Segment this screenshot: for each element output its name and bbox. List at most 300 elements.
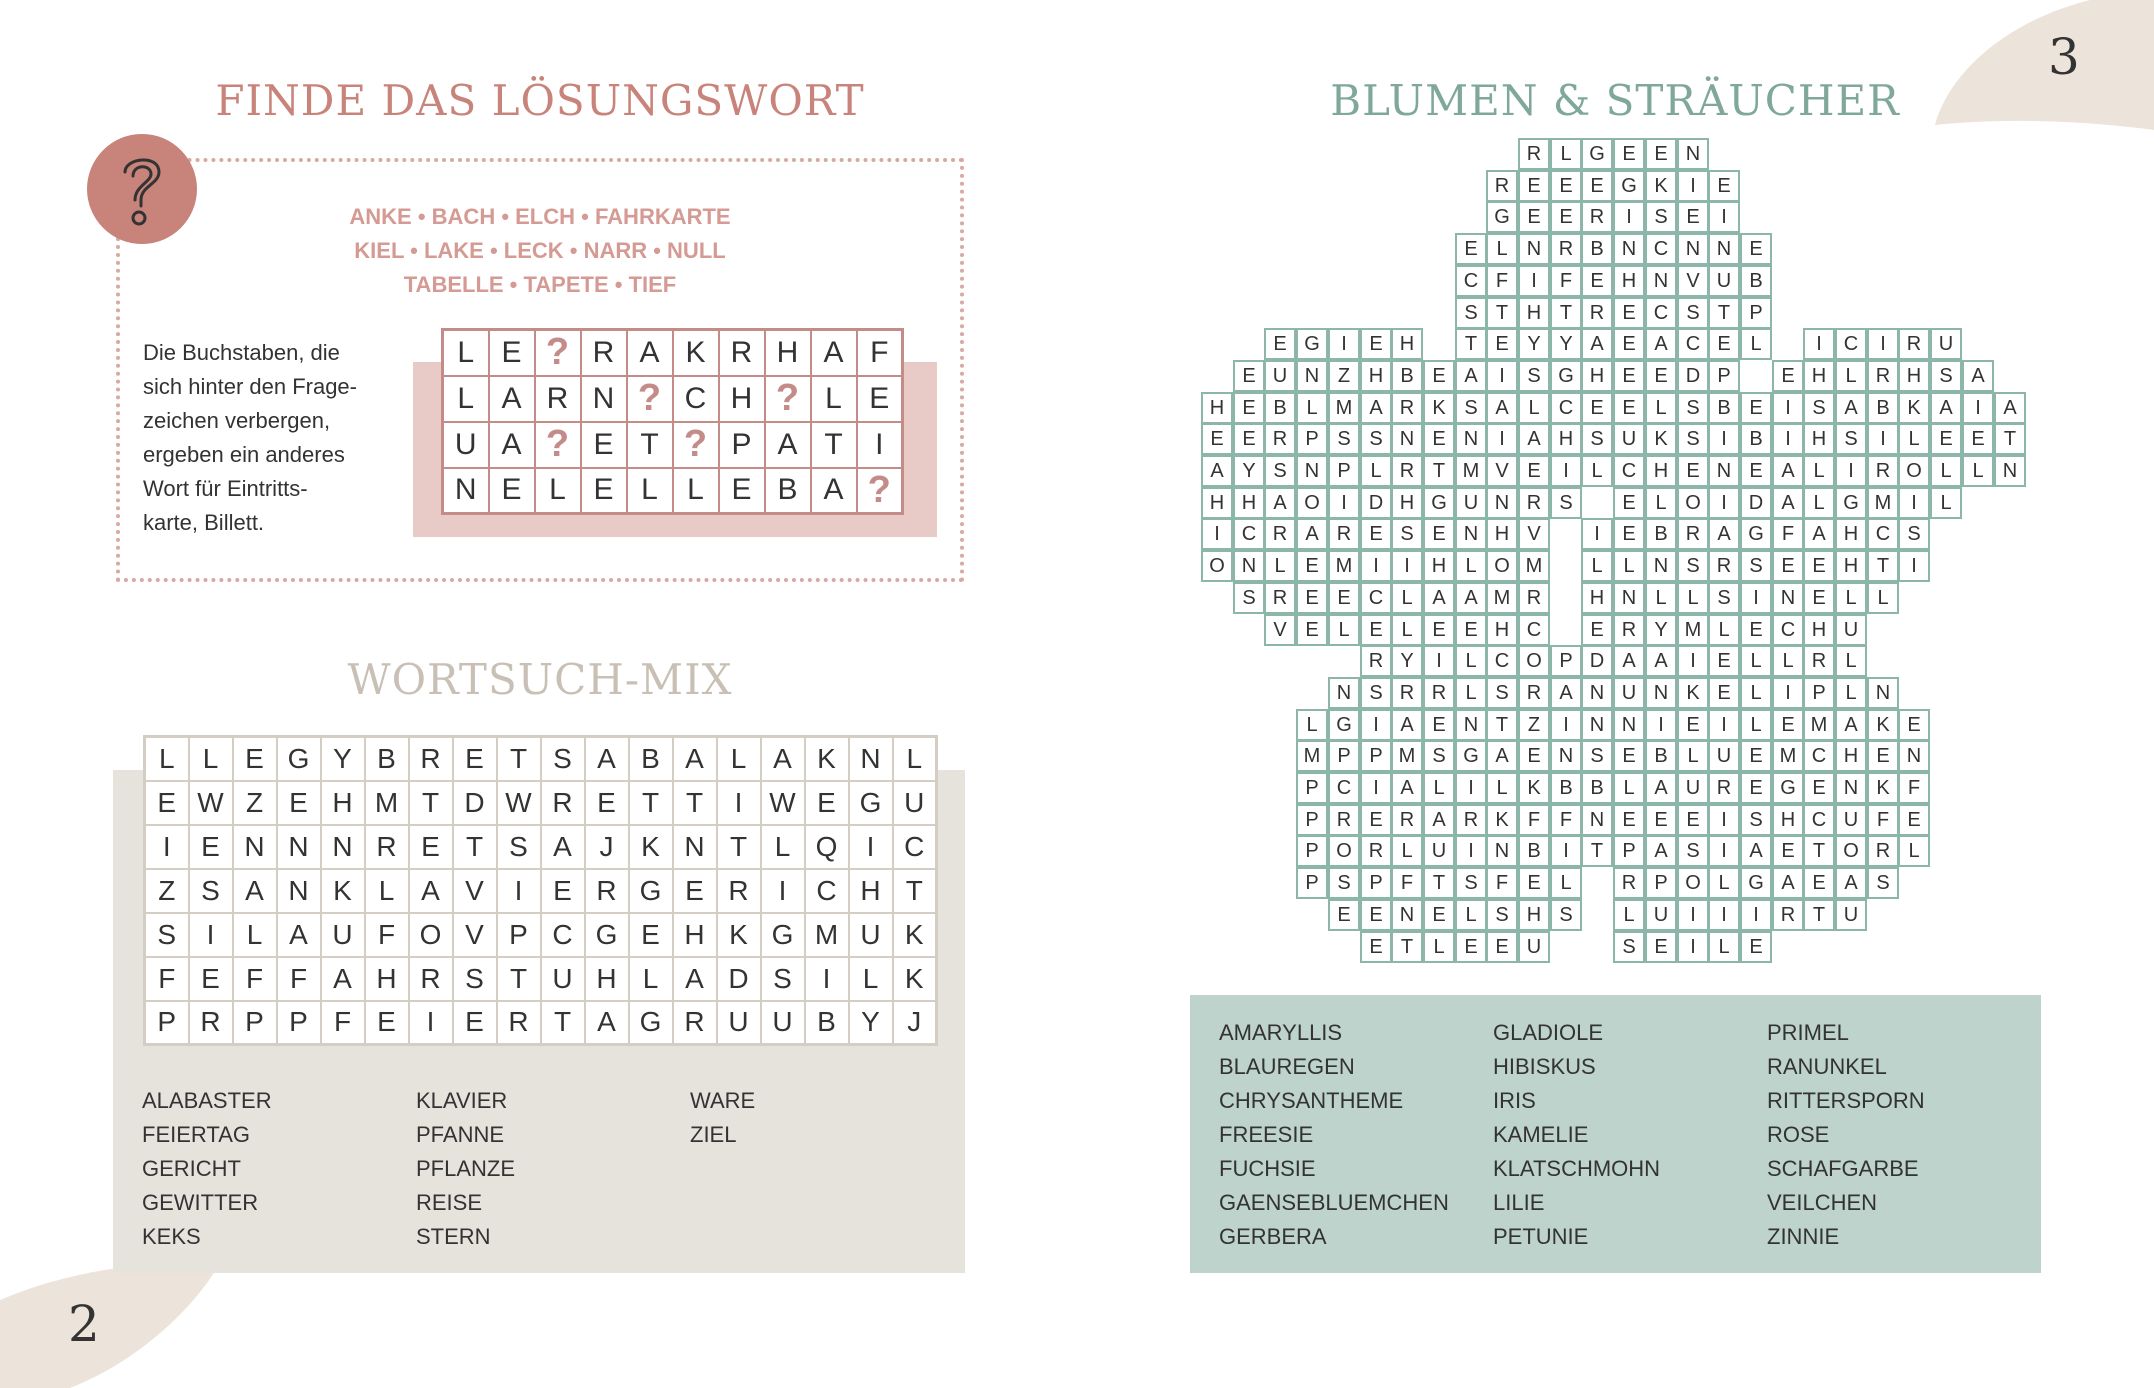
grid-cell: N	[321, 825, 365, 869]
flower-cell: F	[1772, 518, 1804, 550]
flower-cell: S	[1677, 550, 1709, 582]
flower-cell: N	[1296, 360, 1328, 392]
flower-cell: E	[1486, 328, 1518, 360]
flower-cell: I	[1360, 550, 1392, 582]
grid-cell: S	[497, 825, 541, 869]
grid-cell: K	[673, 330, 719, 376]
flower-cell: L	[1391, 614, 1423, 646]
grid-cell: A	[321, 957, 365, 1001]
flower-cell: I	[1708, 804, 1740, 836]
flower-cell: L	[1455, 550, 1487, 582]
word-item: PFANNE	[416, 1122, 505, 1147]
flower-cell: B	[1550, 772, 1582, 804]
flower-cell: R	[1391, 677, 1423, 709]
grid-cell: U	[717, 1001, 761, 1045]
grid-cell: H	[365, 957, 409, 1001]
flower-cell: E	[1328, 899, 1360, 931]
flower-cell: E	[1360, 518, 1392, 550]
puzzle1-words-line: TABELLE • TAPETE • TIEF	[403, 272, 677, 297]
flower-cell: I	[1518, 265, 1550, 297]
flower-cell: E	[1423, 423, 1455, 455]
grid-cell: C	[805, 869, 849, 913]
flower-cell: D	[1677, 360, 1709, 392]
flower-cell: L	[1360, 455, 1392, 487]
flower-cell: R	[1613, 614, 1645, 646]
flower-cell: S	[1898, 518, 1930, 550]
flower-cell: P	[1296, 835, 1328, 867]
grid-cell: E	[489, 468, 535, 514]
word-item: VEILCHEN	[1767, 1190, 1878, 1215]
flower-cell: N	[1391, 423, 1423, 455]
grid-cell: F	[365, 913, 409, 957]
flower-cell: P	[1613, 835, 1645, 867]
word-item: LILIE	[1493, 1190, 1545, 1215]
grid-cell: A	[409, 869, 453, 913]
word-item: ROSE	[1767, 1122, 1830, 1147]
puzzle1-words-line: ANKE • BACH • ELCH • FAHRKARTE	[349, 204, 731, 229]
word-item: KEKS	[142, 1224, 201, 1249]
flower-cell: I	[1740, 899, 1772, 931]
grid-cell: D	[453, 781, 497, 825]
grid-cell: E	[541, 869, 585, 913]
flower-cell: I	[1360, 709, 1392, 741]
flower-cell: N	[1994, 455, 2026, 487]
flower-cell: L	[1645, 392, 1677, 424]
hint-line: Die Buchstaben, die	[143, 340, 340, 365]
grid-cell: E	[277, 781, 321, 825]
grid-cell: L	[535, 468, 581, 514]
flower-cell: T	[1391, 931, 1423, 963]
flower-cell: H	[1360, 360, 1392, 392]
flower-cell: H	[1233, 487, 1265, 519]
flower-cell: P	[1803, 677, 1835, 709]
grid-cell: F	[321, 1001, 365, 1045]
flower-cell: L	[1613, 772, 1645, 804]
grid-cell: E	[189, 957, 233, 1001]
grid-cell: H	[321, 781, 365, 825]
flower-cell: U	[1708, 265, 1740, 297]
flower-cell: R	[1455, 804, 1487, 836]
flower-cell: M	[1328, 550, 1360, 582]
flower-cell: S	[1328, 867, 1360, 899]
word-item: GEWITTER	[142, 1190, 259, 1215]
grid-cell: E	[805, 781, 849, 825]
grid-row	[443, 376, 903, 422]
flower-cell: F	[1486, 265, 1518, 297]
flower-cell: E	[1581, 392, 1613, 424]
flower-cell: L	[1835, 582, 1867, 614]
flower-cell: E	[1613, 804, 1645, 836]
flower-cell: S	[1740, 804, 1772, 836]
flower-cell: L	[1264, 550, 1296, 582]
flower-cell: Z	[1328, 360, 1360, 392]
flower-cell: P	[1296, 772, 1328, 804]
page-number-right: 3	[2048, 28, 2080, 86]
flower-cell: E	[1677, 201, 1709, 233]
flower-cell: P	[1360, 740, 1392, 772]
grid-row	[145, 781, 937, 825]
flower-cell: Y	[1550, 328, 1582, 360]
grid-cell: B	[629, 737, 673, 781]
grid-cell: U	[849, 913, 893, 957]
grid-cell: E	[673, 869, 717, 913]
flower-cell: U	[1613, 423, 1645, 455]
flower-cell: I	[1708, 835, 1740, 867]
grid-cell: I	[189, 913, 233, 957]
flower-cell: C	[1803, 804, 1835, 836]
grid-cell: U	[541, 957, 585, 1001]
flower-cell: K	[1518, 772, 1550, 804]
grid-cell: F	[145, 957, 189, 1001]
flower-cell: N	[1708, 233, 1740, 265]
grid-cell: E	[629, 913, 673, 957]
flower-cell: E	[1645, 931, 1677, 963]
grid-cell: E	[409, 825, 453, 869]
flower-cell: E	[1677, 804, 1709, 836]
flower-cell: A	[1772, 455, 1804, 487]
flower-cell: R	[1581, 297, 1613, 329]
grid-cell: A	[585, 1001, 629, 1045]
flower-cell: I	[1455, 835, 1487, 867]
flower-cell: S	[1360, 423, 1392, 455]
grid-cell: V	[453, 913, 497, 957]
flower-cell: I	[1898, 550, 1930, 582]
flower-cell: E	[1518, 740, 1550, 772]
flower-cell: E	[1423, 360, 1455, 392]
grid-cell: A	[765, 422, 811, 468]
flower-cell: S	[1423, 740, 1455, 772]
flower-cell: I	[1455, 772, 1487, 804]
grid-cell: T	[629, 781, 673, 825]
flower-cell: E	[1645, 138, 1677, 170]
grid-cell-question: ?	[765, 376, 811, 422]
flower-cell: N	[1645, 677, 1677, 709]
flower-cell: L	[1455, 677, 1487, 709]
flower-cell: N	[1486, 487, 1518, 519]
flower-cell: D	[1360, 487, 1392, 519]
flower-cell: I	[1201, 518, 1233, 550]
flower-cell: S	[1803, 392, 1835, 424]
flower-cell: I	[1962, 392, 1994, 424]
grid-cell: E	[145, 781, 189, 825]
flower-cell: S	[1677, 835, 1709, 867]
word-item: GERBERA	[1219, 1224, 1327, 1249]
flower-cell: E	[1867, 740, 1899, 772]
flower-cell: E	[1613, 487, 1645, 519]
flower-cell: U	[1518, 931, 1550, 963]
flower-cell: A	[1201, 455, 1233, 487]
flower-cell: R	[1264, 423, 1296, 455]
grid-cell: T	[627, 422, 673, 468]
flower-cell: A	[1360, 392, 1392, 424]
flower-cell: E	[1360, 804, 1392, 836]
flower-cell: L	[1455, 899, 1487, 931]
flower-cell: N	[1677, 138, 1709, 170]
flower-cell: A	[1518, 423, 1550, 455]
flower-cell: C	[1360, 582, 1392, 614]
flower-cell: I	[1677, 645, 1709, 677]
page-number-left: 2	[68, 1295, 100, 1353]
flower-words-col-3	[1767, 1016, 1925, 1254]
flower-cell: A	[1835, 392, 1867, 424]
flower-cell: L	[1613, 899, 1645, 931]
flower-cell: S	[1550, 487, 1582, 519]
flower-cell: L	[1550, 138, 1582, 170]
flower-cell: M	[1486, 582, 1518, 614]
grid-cell: L	[893, 737, 937, 781]
flower-cell: E	[1360, 614, 1392, 646]
grid-cell: K	[321, 869, 365, 913]
flower-cell: O	[1296, 487, 1328, 519]
grid-cell: T	[673, 781, 717, 825]
flower-cell: E	[1708, 328, 1740, 360]
word-item: IRIS	[1493, 1088, 1536, 1113]
hint-line: sich hinter den Frage-	[143, 374, 357, 399]
flower-cell: I	[1708, 487, 1740, 519]
flower-cell: B	[1645, 518, 1677, 550]
grid-cell: L	[365, 869, 409, 913]
flower-cell: C	[1867, 518, 1899, 550]
flower-cell: I	[1708, 709, 1740, 741]
flower-cell: T	[1803, 835, 1835, 867]
flower-cell: M	[1867, 487, 1899, 519]
flower-cell: F	[1867, 804, 1899, 836]
flower-cell: I	[1645, 709, 1677, 741]
flower-cell: S	[1835, 423, 1867, 455]
flower-cell: L	[1898, 423, 1930, 455]
hint-line: Wort für Eintritts-	[143, 476, 308, 501]
flower-cell: A	[1486, 392, 1518, 424]
flower-cell: S	[1264, 455, 1296, 487]
flower-cell: L	[1740, 328, 1772, 360]
grid-cell: N	[673, 825, 717, 869]
flower-cell: N	[1391, 899, 1423, 931]
flower-cell: I	[1867, 328, 1899, 360]
word-item: KAMELIE	[1493, 1122, 1589, 1147]
flower-cell: B	[1264, 392, 1296, 424]
grid-cell: A	[673, 737, 717, 781]
flower-cell: R	[1391, 804, 1423, 836]
flower-cell: R	[1391, 455, 1423, 487]
flower-cell: S	[1677, 297, 1709, 329]
flower-cell: L	[1835, 645, 1867, 677]
word-item: RITTERSPORN	[1767, 1088, 1925, 1113]
flower-cell: E	[1518, 201, 1550, 233]
flower-cell: O	[1677, 867, 1709, 899]
flower-cell: G	[1740, 518, 1772, 550]
flower-cell: V	[1677, 265, 1709, 297]
flower-cell: H	[1581, 582, 1613, 614]
flower-cell: E	[1360, 328, 1392, 360]
grid-cell: L	[627, 468, 673, 514]
flower-cell: I	[1328, 328, 1360, 360]
flower-cell: E	[1550, 201, 1582, 233]
grid-cell: S	[761, 957, 805, 1001]
flower-cell: H	[1550, 423, 1582, 455]
flower-cell: Y	[1233, 455, 1265, 487]
grid-cell: L	[849, 957, 893, 1001]
grid-cell-question: ?	[857, 468, 903, 514]
word-item: HIBISKUS	[1493, 1054, 1596, 1079]
flower-cell: I	[1708, 899, 1740, 931]
flower-cell: R	[1264, 582, 1296, 614]
flower-cell: S	[1391, 518, 1423, 550]
flower-cell: E	[1708, 170, 1740, 202]
flower-cell: E	[1772, 835, 1804, 867]
flower-cell: I	[1391, 550, 1423, 582]
grid-cell: G	[629, 1001, 673, 1045]
grid-cell: T	[497, 957, 541, 1001]
flower-cell: M	[1518, 550, 1550, 582]
flower-cell: I	[1772, 677, 1804, 709]
flower-cell: E	[1645, 804, 1677, 836]
flower-cell: H	[1803, 423, 1835, 455]
grid-cell: T	[717, 825, 761, 869]
flower-cell: R	[1360, 645, 1392, 677]
flower-cell: H	[1518, 899, 1550, 931]
flower-cell: S	[1518, 360, 1550, 392]
flower-cell: T	[1486, 297, 1518, 329]
word-item: ZINNIE	[1767, 1224, 1840, 1249]
flower-cell: E	[1803, 772, 1835, 804]
flower-cell: E	[1962, 423, 1994, 455]
word-item: GAENSEBLUEMCHEN	[1219, 1190, 1449, 1215]
flower-cell: B	[1645, 740, 1677, 772]
flower-cell: E	[1613, 328, 1645, 360]
grid-cell: H	[765, 330, 811, 376]
grid-cell: G	[585, 913, 629, 957]
flower-cell: E	[1772, 709, 1804, 741]
flower-cell: Y	[1645, 614, 1677, 646]
flower-cell: E	[1360, 931, 1392, 963]
grid-cell: K	[893, 957, 937, 1001]
grid-cell: W	[189, 781, 233, 825]
flower-cell: R	[1423, 677, 1455, 709]
grid-cell: I	[409, 1001, 453, 1045]
grid-cell: R	[541, 781, 585, 825]
flower-cell: N	[1233, 550, 1265, 582]
flower-cell: P	[1708, 360, 1740, 392]
flower-cell: S	[1455, 867, 1487, 899]
grid-cell: R	[365, 825, 409, 869]
flower-cell: P	[1296, 423, 1328, 455]
grid-cell: S	[453, 957, 497, 1001]
flower-cell: I	[1740, 582, 1772, 614]
flower-cell: T	[1803, 899, 1835, 931]
flower-cell: L	[1803, 455, 1835, 487]
grid-cell: R	[497, 1001, 541, 1045]
flower-cell: P	[1360, 867, 1392, 899]
flower-cell: V	[1518, 518, 1550, 550]
flower-cell: E	[1803, 867, 1835, 899]
flower-cell: L	[1391, 835, 1423, 867]
flower-cell: H	[1486, 518, 1518, 550]
flower-cell: N	[1328, 677, 1360, 709]
flower-cell: I	[1550, 709, 1582, 741]
grid-cell: L	[145, 737, 189, 781]
grid-cell: E	[857, 376, 903, 422]
flower-cell: G	[1328, 709, 1360, 741]
flower-cell: S	[1486, 677, 1518, 709]
grid-cell: L	[629, 957, 673, 1001]
flower-cell: K	[1898, 392, 1930, 424]
flower-cell: R	[1581, 201, 1613, 233]
flower-cell: O	[1201, 550, 1233, 582]
word-item: FEIERTAG	[142, 1122, 250, 1147]
grid-cell: W	[497, 781, 541, 825]
flower-cell: N	[1581, 709, 1613, 741]
flower-cell: O	[1518, 645, 1550, 677]
grid-cell: T	[453, 825, 497, 869]
flower-cell: R	[1803, 645, 1835, 677]
flower-cell: E	[1930, 423, 1962, 455]
grid-cell: U	[443, 422, 489, 468]
word-item: SCHAFGARBE	[1767, 1156, 1919, 1181]
grid-cell: J	[893, 1001, 937, 1045]
flower-cell: S	[1581, 740, 1613, 772]
flower-cell: E	[1233, 360, 1265, 392]
grid-cell: N	[233, 825, 277, 869]
flower-cell: T	[1994, 423, 2026, 455]
puzzle1-hint	[143, 336, 357, 540]
flower-cell: R	[1677, 518, 1709, 550]
flower-cell: C	[1518, 614, 1550, 646]
flower-cell: A	[1391, 772, 1423, 804]
flower-cell: A	[1264, 487, 1296, 519]
flower-cell: U	[1835, 614, 1867, 646]
flower-cell: P	[1740, 297, 1772, 329]
grid-cell: L	[673, 468, 719, 514]
flower-cell: L	[1962, 455, 1994, 487]
puzzle1-words-line: KIEL • LAKE • LECK • NARR • NULL	[354, 238, 726, 263]
flower-cell: L	[1455, 645, 1487, 677]
flower-cell: L	[1867, 582, 1899, 614]
word-item: CHRYSANTHEME	[1219, 1088, 1404, 1113]
grid-cell: G	[277, 737, 321, 781]
flower-cell: I	[1423, 645, 1455, 677]
flower-cell: E	[1550, 170, 1582, 202]
flower-cell: G	[1581, 138, 1613, 170]
flower-cell: C	[1772, 614, 1804, 646]
flower-cell: R	[1613, 867, 1645, 899]
grid-cell: N	[277, 825, 321, 869]
flower-cell: H	[1898, 360, 1930, 392]
word-item: AMARYLLIS	[1219, 1020, 1343, 1045]
flower-cell: G	[1486, 201, 1518, 233]
flower-cell: L	[1677, 740, 1709, 772]
flower-cell: R	[1898, 328, 1930, 360]
flower-cell: E	[1518, 170, 1550, 202]
grid-cell: F	[277, 957, 321, 1001]
flower-cell: I	[1486, 360, 1518, 392]
flower-cell: I	[1803, 328, 1835, 360]
flower-cell: E	[1772, 550, 1804, 582]
flower-cell: E	[1677, 455, 1709, 487]
flower-cell: C	[1645, 297, 1677, 329]
flower-cell: S	[1455, 297, 1487, 329]
flower-cell: R	[1360, 835, 1392, 867]
flower-cell: N	[1581, 677, 1613, 709]
flower-cell: S	[1708, 582, 1740, 614]
flower-cell: L	[1550, 867, 1582, 899]
flower-cell: R	[1328, 804, 1360, 836]
flower-cell: E	[1233, 392, 1265, 424]
grid-cell: C	[893, 825, 937, 869]
flower-cell: N	[1550, 740, 1582, 772]
word-item: GLADIOLE	[1493, 1020, 1604, 1045]
flower-cell: E	[1740, 740, 1772, 772]
grid-cell: E	[489, 330, 535, 376]
